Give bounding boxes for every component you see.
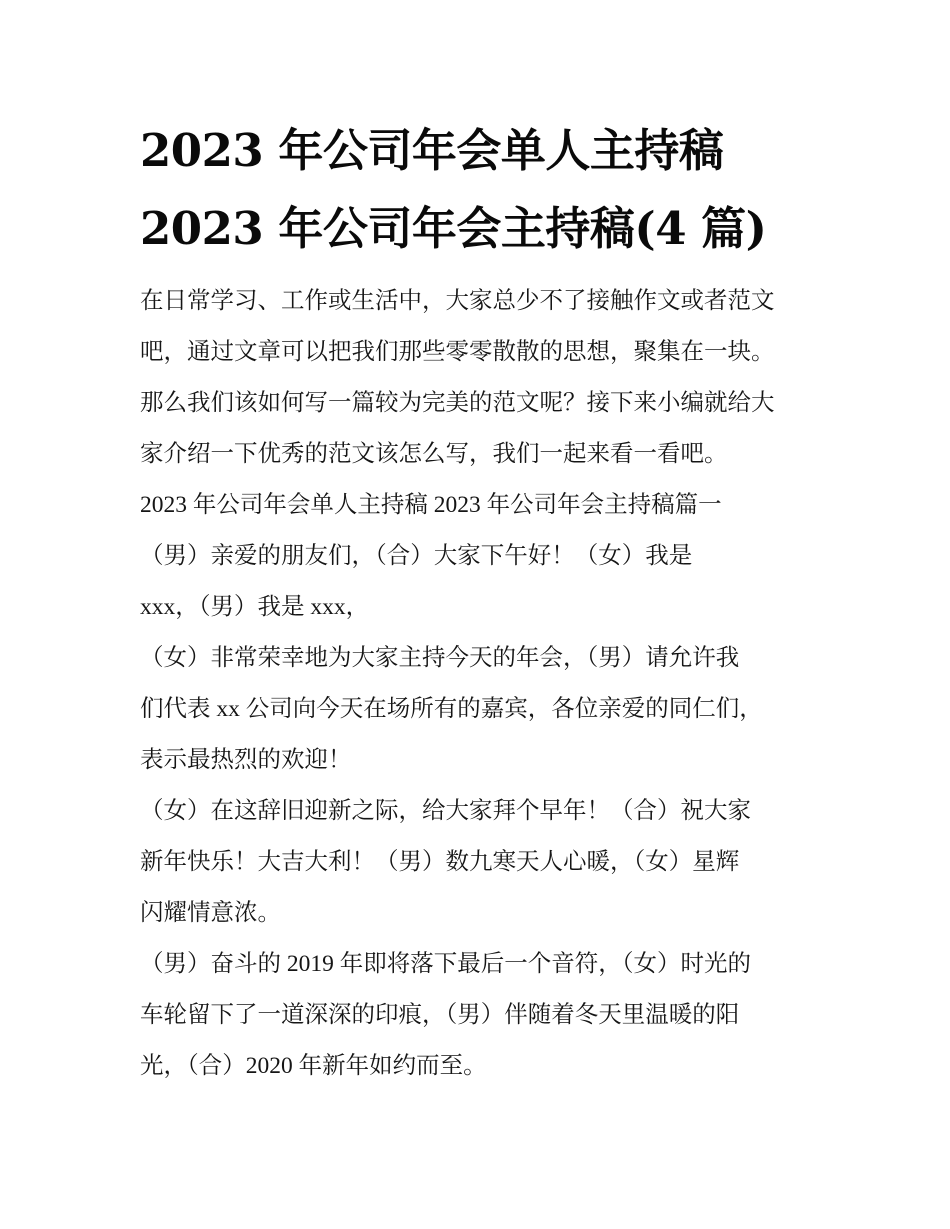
document-title [140,112,840,268]
body-line: （男）奋斗的 2019 年即将落下最后一个音符，（女）时光的 [140,951,751,977]
body-line: 车轮留下了一道深深的印痕，（男）伴随着冬天里温暖的阳 [140,1002,740,1028]
body-line: xxx，（男）我是 xxx， [140,594,370,620]
title-line: 2023 年公司年会单人主持稿 [140,124,724,177]
body-line: （男）亲爱的朋友们，（合）大家下午好！（女）我是 [140,543,693,569]
body-line: 们代表 xx 公司向今天在场所有的嘉宾，各位亲爱的同仁们， [140,696,763,722]
body-line: （女）在这辞旧迎新之际，给大家拜个早年！（合）祝大家 [140,798,751,824]
body-line: 在日常学习、工作或生活中，大家总少不了接触作文或者范文 [140,288,775,314]
title-line: 2023 年公司年会主持稿(4 篇) [140,202,767,255]
body-line: 家介绍一下优秀的范文该怎么写，我们一起来看一看吧。 [140,441,728,467]
body-line: 那么我们该如何写一篇较为完美的范文呢？接下来小编就给大 [140,390,775,416]
body-line: 表示最热烈的欢迎！ [140,747,352,773]
body-line: 新年快乐！大吉大利！（男）数九寒天人心暖，（女）星辉 [140,849,740,875]
body-line: 闪耀情意浓。 [140,900,281,926]
body-line: 吧，通过文章可以把我们那些零零散散的思想，聚集在一块。 [140,339,775,365]
document-body [140,276,830,1092]
body-line: 2023 年公司年会单人主持稿 2023 年公司年会主持稿篇一 [140,492,722,518]
body-line: （女）非常荣幸地为大家主持今天的年会，（男）请允许我 [140,645,740,671]
body-line: 光，（合）2020 年新年如约而至。 [140,1053,487,1079]
